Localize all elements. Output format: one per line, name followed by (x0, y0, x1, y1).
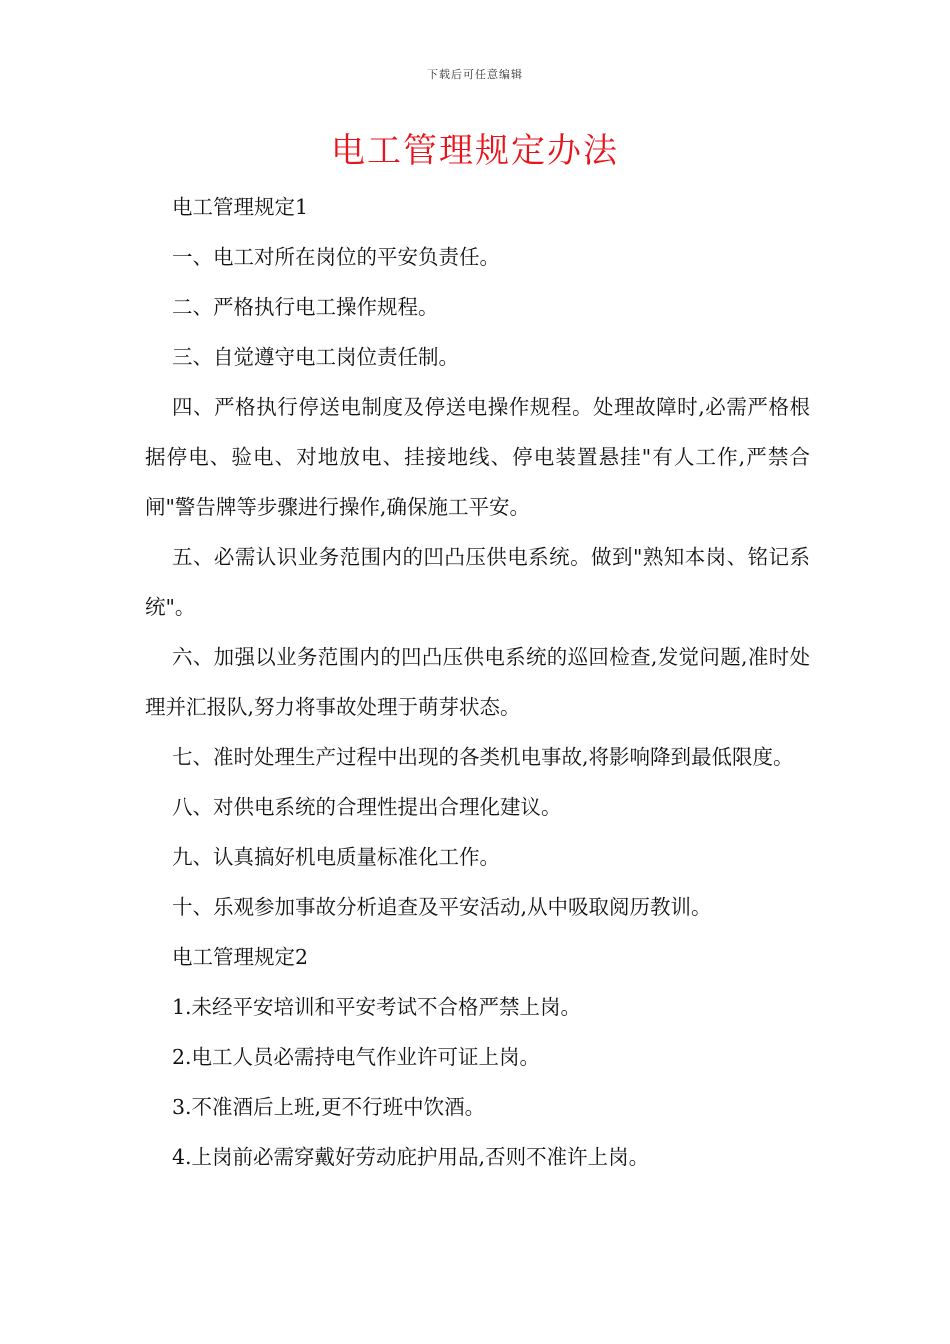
rule-paragraph: 4.上岗前必需穿戴好劳动庇护用品,否则不准许上岗。 (172, 1145, 650, 1169)
rule-paragraph: 八、对供电系统的合理性提出合理化建议。 (172, 795, 562, 819)
section-heading-2: 电工管理规定2 (172, 945, 309, 969)
document-body (145, 182, 810, 1182)
rule-paragraph: 五、必需认识业务范围内的凹凸压供电系统。做到"熟知本岗、铭记系统"。 (145, 545, 810, 619)
rule-paragraph: 3.不准酒后上班,更不行班中饮酒。 (172, 1095, 486, 1119)
rule-paragraph: 二、严格执行电工操作规程。 (172, 295, 439, 319)
rule-paragraph: 七、准时处理生产过程中出现的各类机电事故,将影响降到最低限度。 (172, 745, 794, 769)
rule-paragraph: 一、电工对所在岗位的平安负责任。 (172, 245, 500, 269)
rule-paragraph: 2.电工人员必需持电气作业许可证上岗。 (172, 1045, 541, 1069)
rule-paragraph: 十、乐观参加事故分析追查及平安活动,从中吸取阅历教训。 (172, 895, 712, 919)
header-note: 下载后可任意编辑 (427, 68, 523, 81)
rule-paragraph: 六、加强以业务范围内的凹凸压供电系统的巡回检查,发觉问题,准时处理并汇报队,努力将事故处理于萌芽状态。 (145, 645, 810, 719)
rule-paragraph: 1.未经平安培训和平安考试不合格严禁上岗。 (172, 995, 582, 1019)
rule-paragraph: 四、严格执行停送电制度及停送电操作规程。处理故障时,必需严格根据停电、验电、对地放电、挂接地线、停电装置悬挂"有人工作,严禁合闸"警告牌等步骤进行操作,确保施工平安。 (145, 395, 810, 519)
rule-paragraph: 三、自觉遵守电工岗位责任制。 (172, 345, 459, 369)
document-title: 电工管理规定办法 (331, 131, 619, 171)
rule-paragraph: 九、认真搞好机电质量标准化工作。 (172, 845, 500, 869)
section-heading-1: 电工管理规定1 (172, 195, 309, 219)
